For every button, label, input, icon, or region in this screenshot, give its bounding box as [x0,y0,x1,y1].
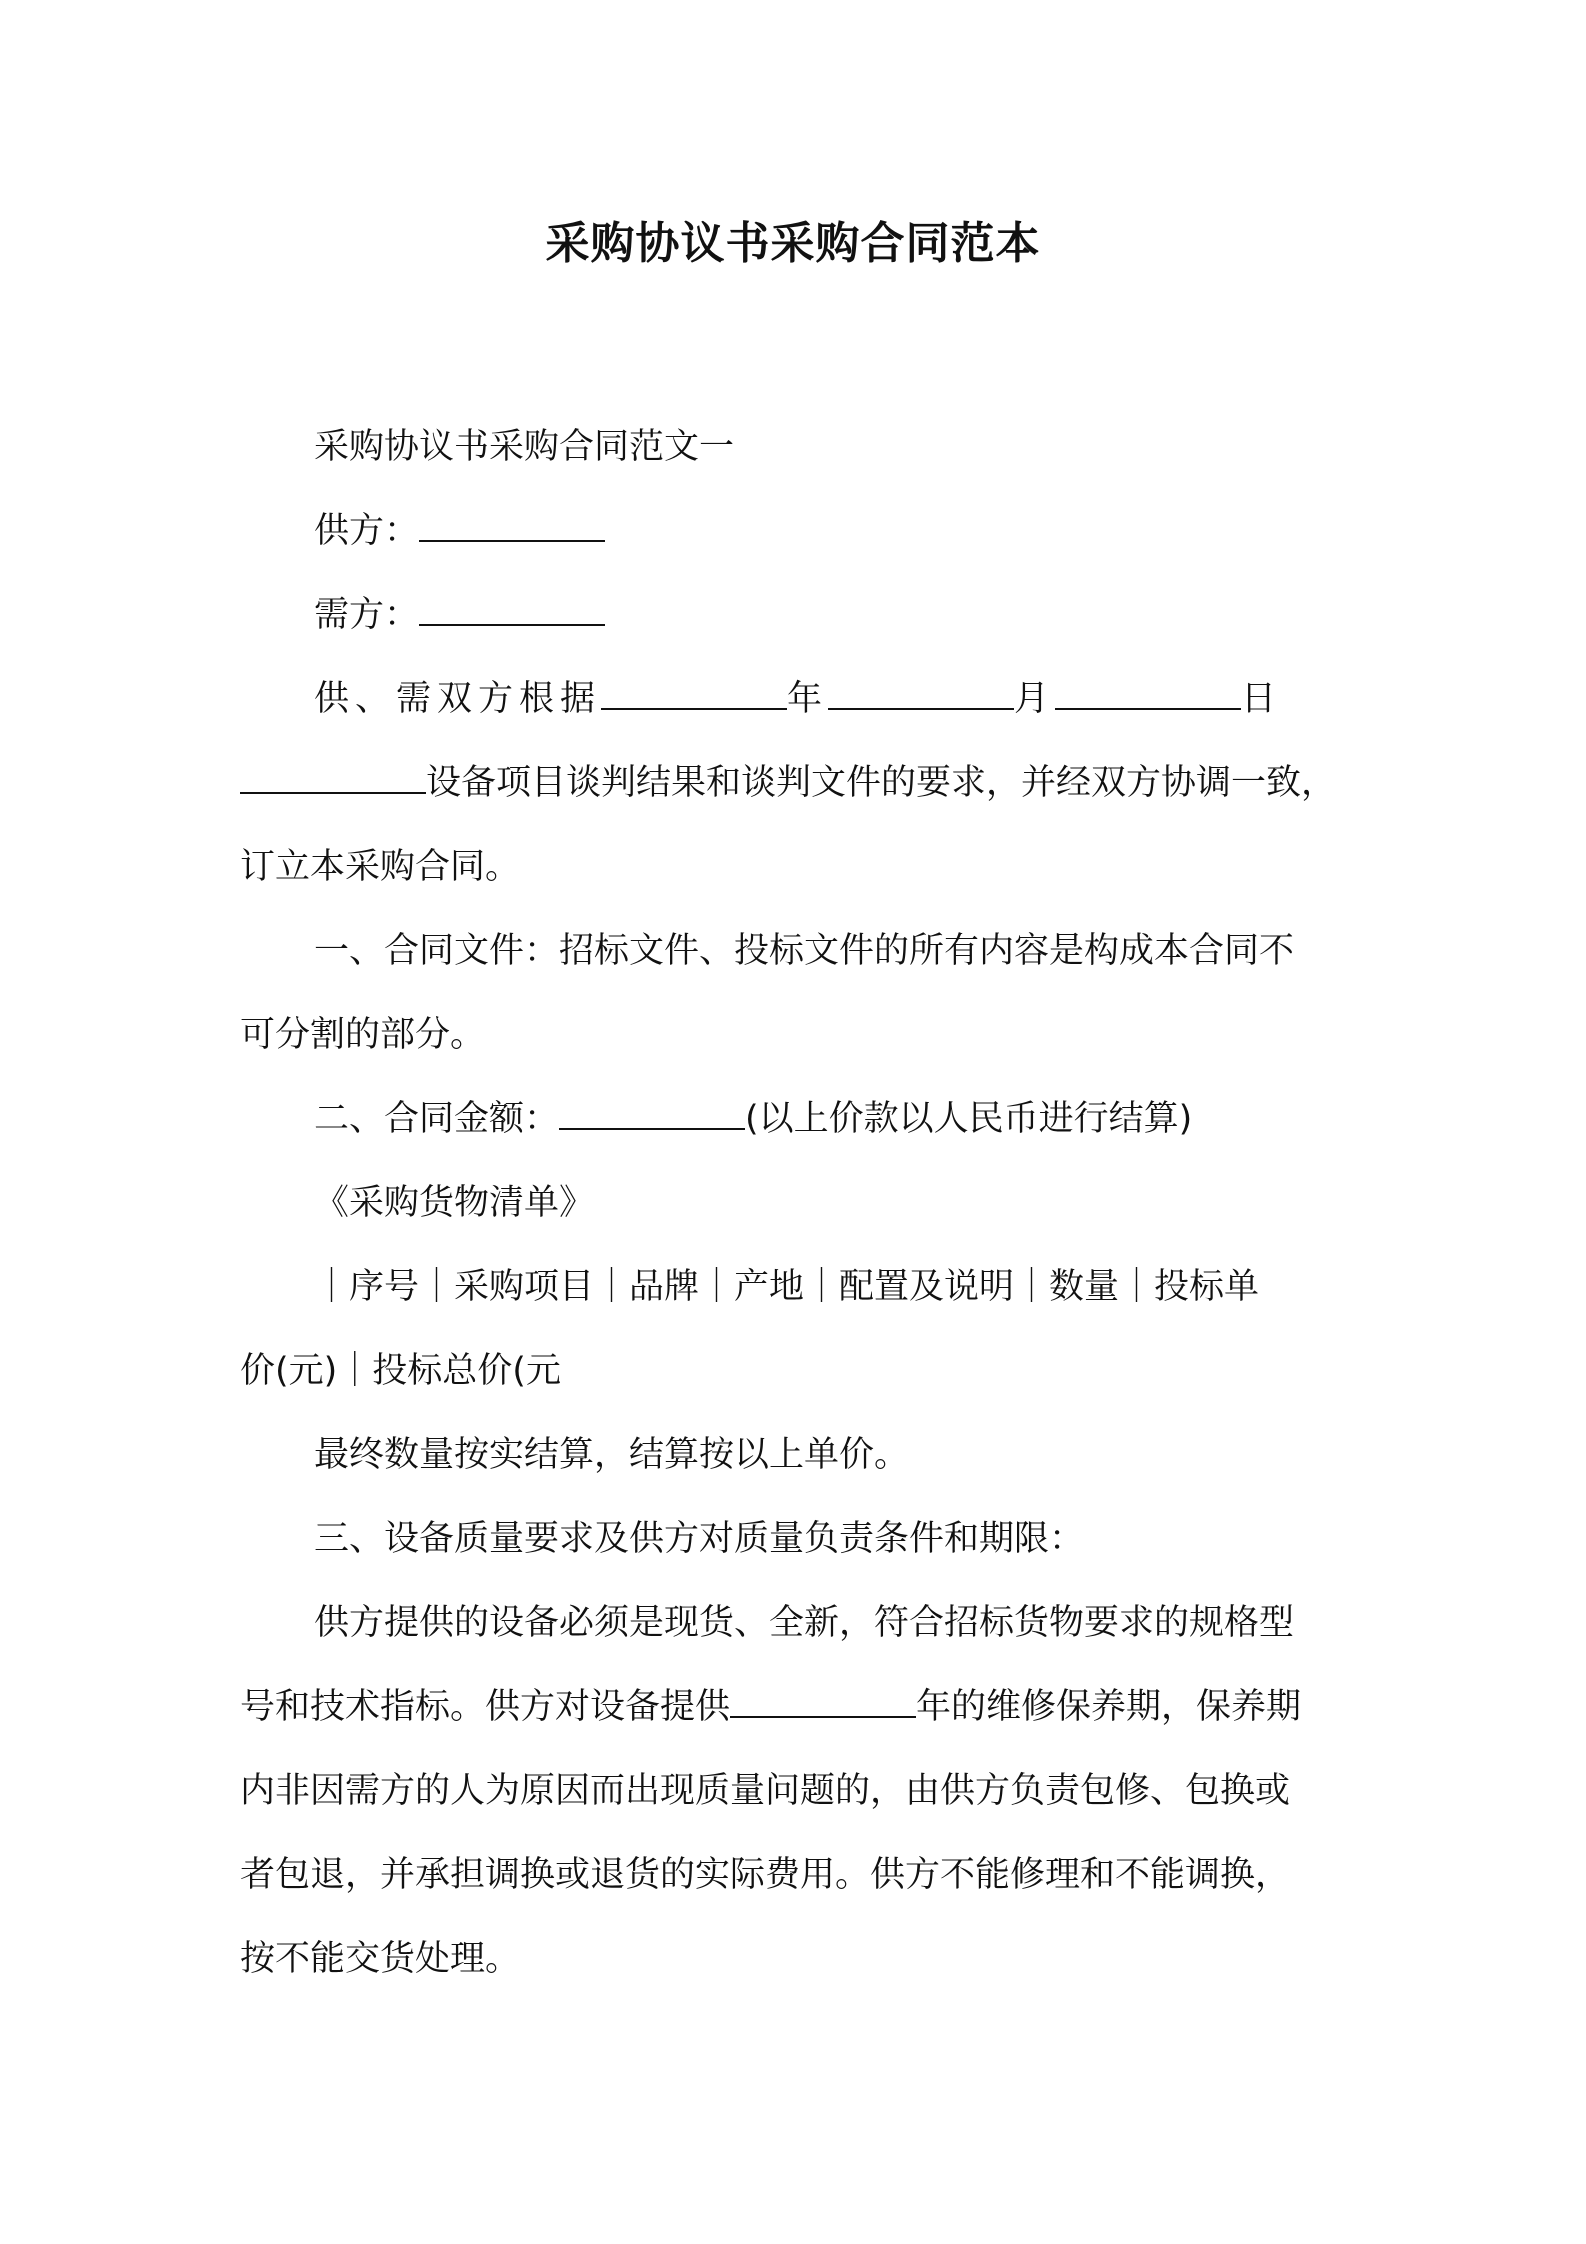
section2-line [240,1077,1358,1161]
intro-part2: 设备项目谈判结果和谈判文件的要求，并经双方协调一致， [426,763,1337,803]
supplier-label: 供方： [314,511,420,551]
intro-year-blank [601,678,787,710]
section3-line2 [240,1665,1358,1749]
section1-line2: 可分割的部分。 [240,1015,486,1055]
intro-year: 年 [787,679,829,719]
section2-note: (以上价款以人民币进行结算) [745,1099,1193,1139]
document-title: 采购协议书采购合同范本 [545,218,1041,269]
intro-month-blank [828,678,1014,710]
section3-line4: 者包退，并承担调换或退货的实际费用。供方不能修理和不能调换， [240,1855,1291,1895]
intro-month: 月 [1014,679,1056,719]
buyer-label: 需方： [314,595,420,635]
buyer-line [240,573,1358,657]
intro-project-line [240,741,1358,825]
section3-line3: 内非因需方的人为原因而出现质量问题的，由供方负责包修、包换或 [240,1771,1291,1811]
goods-table-header-line1: ｜序号｜采购项目｜品牌｜产地｜配置及说明｜数量｜投标单 [314,1267,1260,1307]
supplier-line [240,489,1358,573]
section2-label: 二、合同金额： [314,1099,560,1139]
intro-day-blank [1055,678,1241,710]
intro-conclusion: 订立本采购合同。 [240,847,521,887]
contract-subtitle: 采购协议书采购合同范文一 [314,427,735,467]
section3-heading: 三、设备质量要求及供方对质量负责条件和期限： [314,1519,1085,1559]
section3-line2b: 年的维修保养期，保养期 [916,1687,1302,1727]
goods-table-header-line2: 价(元)｜投标总价(元 [240,1351,561,1391]
section3-line1: 供方提供的设备必须是现货、全新，符合招标货物要求的规格型 [314,1603,1295,1643]
section3-line2a: 号和技术指标。供方对设备提供 [240,1687,731,1727]
intro-date-line [240,657,1358,741]
settlement-note: 最终数量按实结算，结算按以上单价。 [314,1435,910,1475]
warranty-years-blank [730,1686,916,1718]
intro-day: 日 [1241,679,1283,719]
project-blank [240,762,426,794]
document-body [240,405,1358,2001]
supplier-blank [419,510,605,542]
section3-line5: 按不能交货处理。 [240,1939,521,1979]
amount-blank [559,1098,745,1130]
intro-part1: 供、需双方根据 [314,679,602,719]
buyer-blank [419,594,605,626]
section1-line1: 一、合同文件：招标文件、投标文件的所有内容是构成本合同不 [314,931,1295,971]
goods-list-title: 《采购货物清单》 [314,1183,595,1223]
